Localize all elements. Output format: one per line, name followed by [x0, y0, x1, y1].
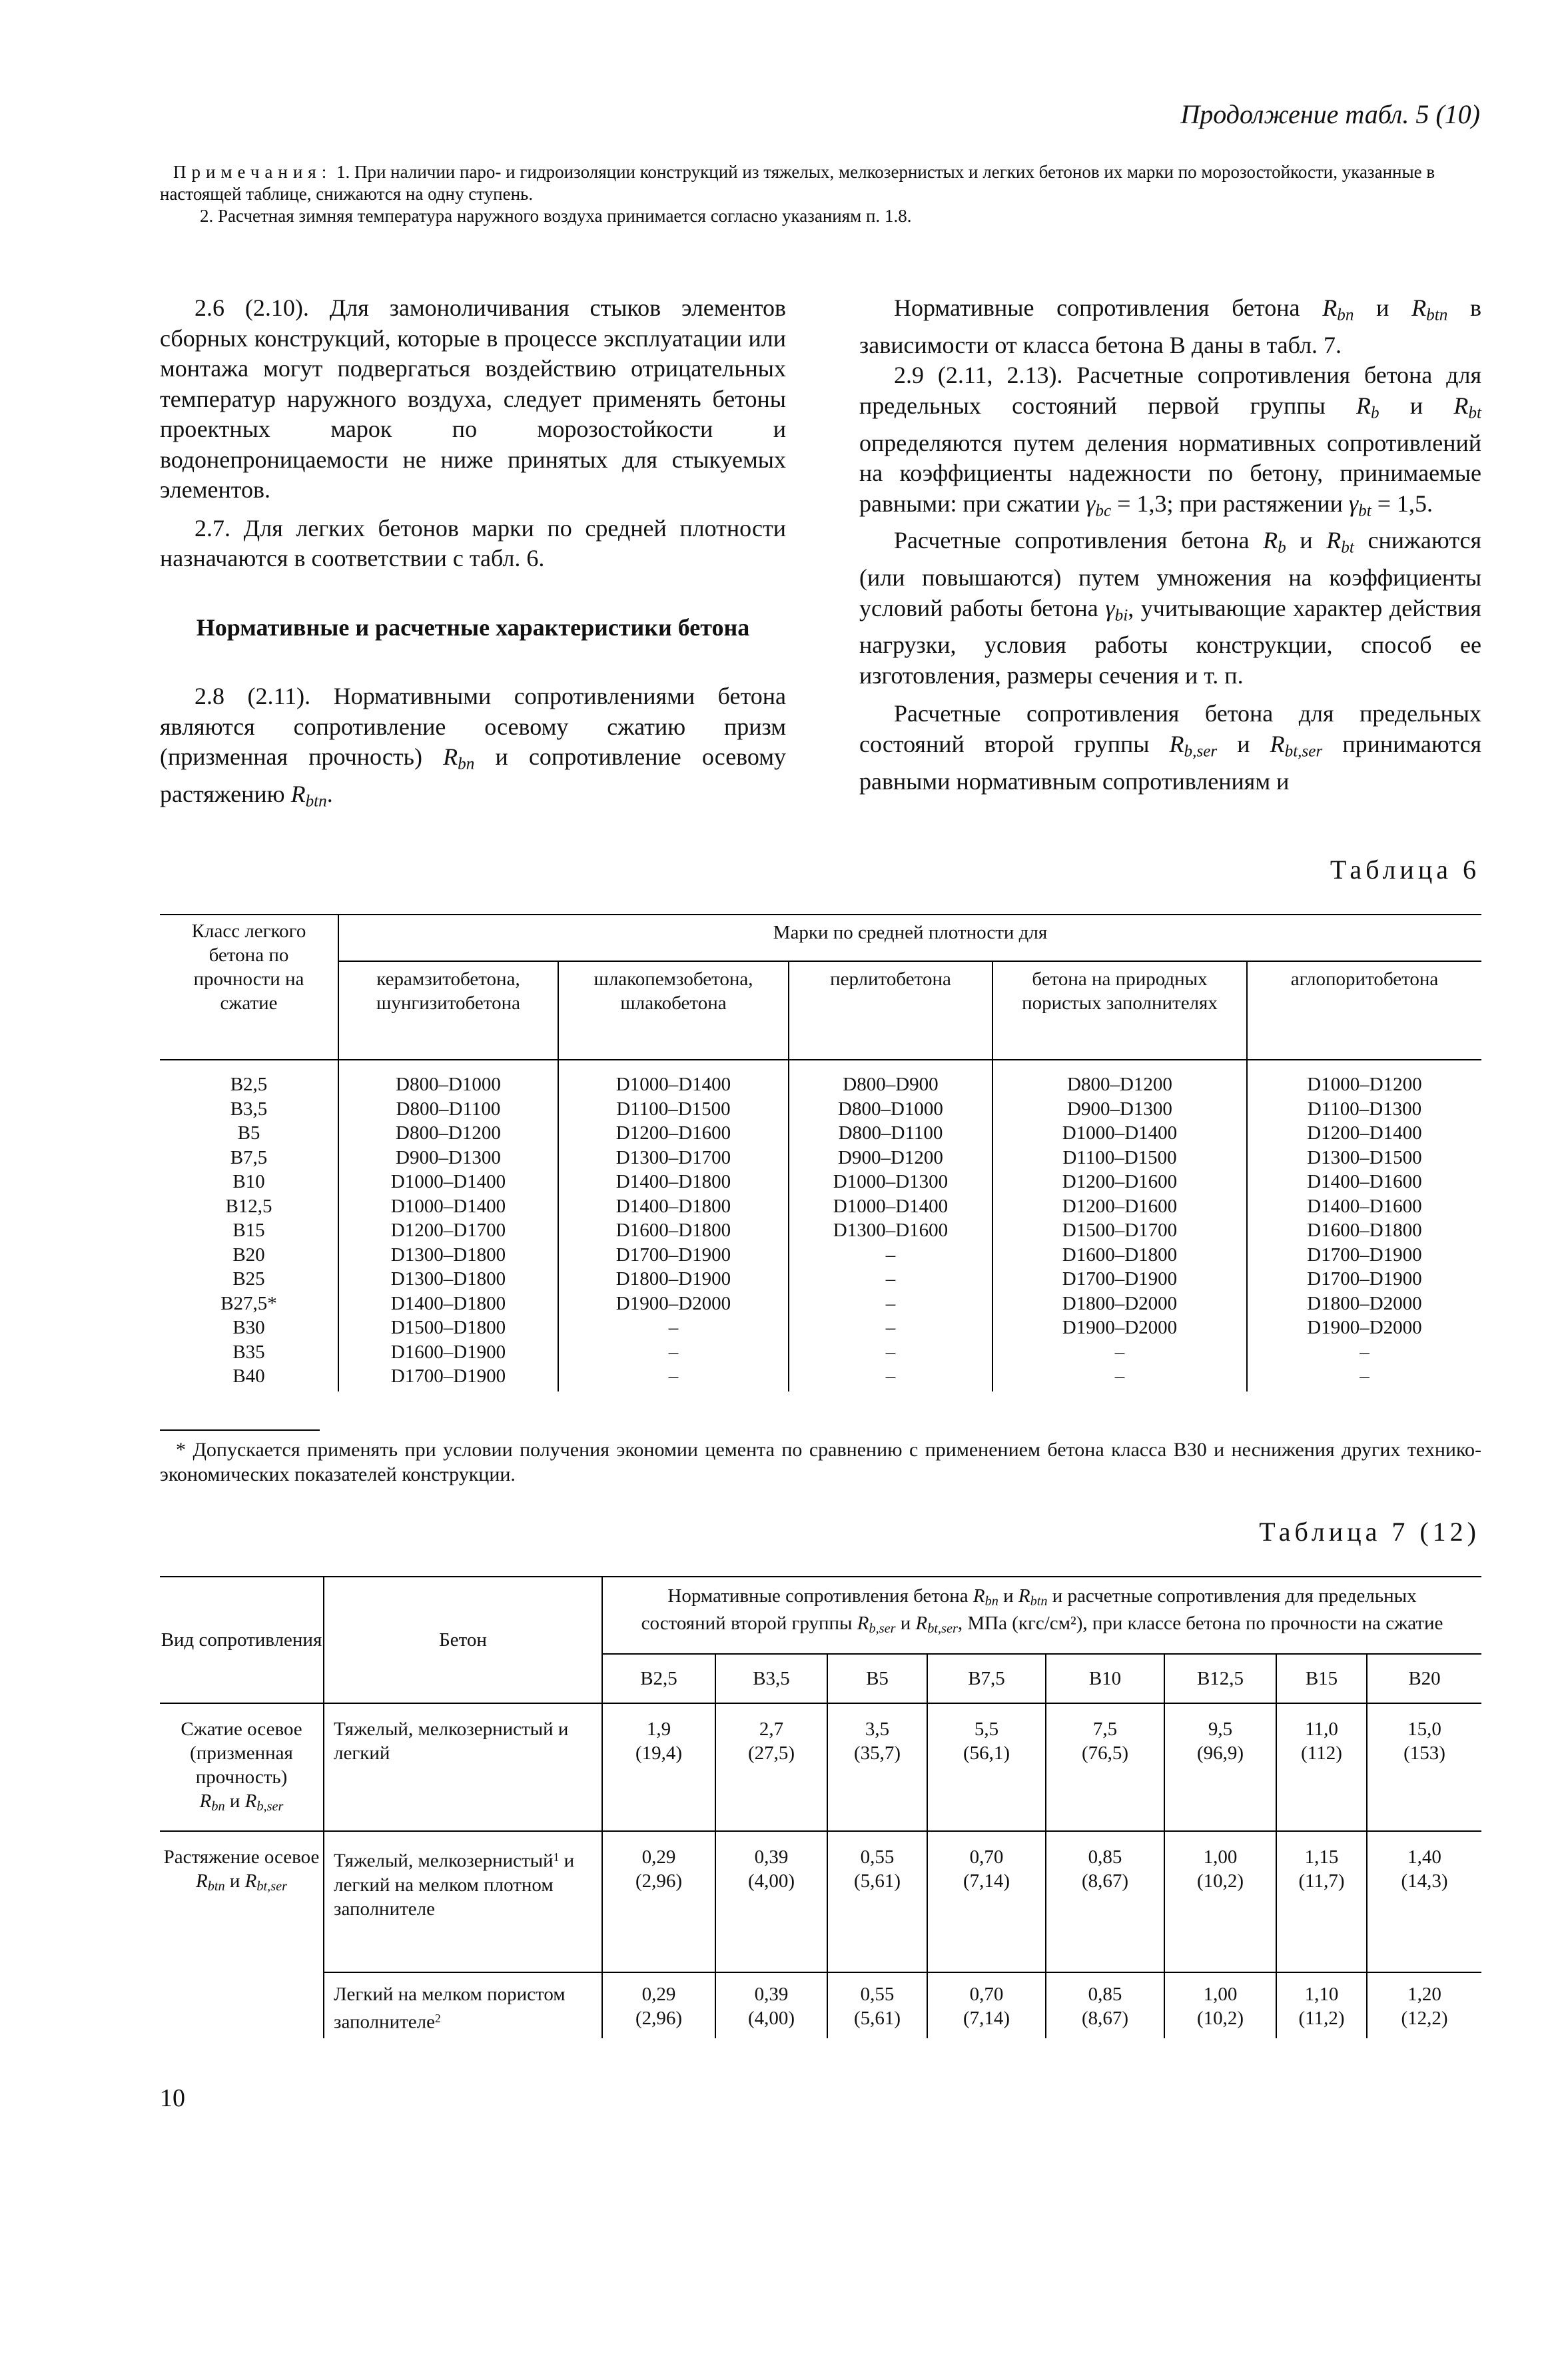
- t7-type-compression: [160, 1703, 324, 1831]
- t6-row: [160, 1097, 1481, 1122]
- footnote-mark: 2: [434, 2012, 441, 2025]
- table7-title: Таблица 7 (12): [1259, 1517, 1480, 1547]
- text: Нормативные сопротивления бетона: [667, 1585, 969, 1607]
- symbol-r: R: [1018, 1585, 1030, 1607]
- t6-class-cell: B12,5: [160, 1194, 338, 1219]
- t7-class-header: B10: [1046, 1654, 1164, 1703]
- symbol-sub: bn: [1337, 306, 1354, 324]
- t7-value-mpa: 15,0: [1407, 1719, 1441, 1740]
- t7-value-mpa: 0,39: [754, 1846, 789, 1868]
- t6-class-cell: B27,5*: [160, 1292, 338, 1316]
- paragraph-design-resist: [859, 526, 1481, 691]
- text: и легкий на мелком плотном заполнителе: [334, 1850, 575, 1920]
- symbol-r: R: [199, 1790, 212, 1812]
- t6-value-cell: D1000–D1400: [338, 1170, 558, 1194]
- symbol-sub: btn: [207, 1879, 225, 1894]
- text: Сжатие осевое (призменная прочность): [181, 1719, 302, 1788]
- t6-row: [160, 1340, 1481, 1365]
- t7-value-mpa: 1,40: [1407, 1846, 1441, 1868]
- t6-value-cell: D1700–D1900: [558, 1243, 789, 1268]
- t7-value-mpa: 0,70: [969, 1984, 1004, 2005]
- t7-value-cell: [1367, 1831, 1481, 1972]
- text: и: [229, 1870, 240, 1892]
- t6-header-col: шлакопемзобетона, шлакобетона: [558, 961, 789, 1060]
- t7-class-header: B3,5: [715, 1654, 827, 1703]
- note-2: 2. Расчетная зимняя температура наружного воздуха принимается согласно указаниям п. 1.8.: [200, 206, 912, 226]
- t7-value-kgs: (7,14): [963, 2008, 1010, 2029]
- t7-value-cell: [602, 1703, 715, 1831]
- t6-value-cell: D800–D1100: [338, 1097, 558, 1122]
- paragraph-second-group: [859, 699, 1481, 797]
- t6-value-cell: –: [789, 1340, 992, 1365]
- symbol-gamma: γ: [1086, 490, 1096, 517]
- text: и: [900, 1613, 911, 1635]
- t6-value-cell: D1400–D1800: [558, 1170, 789, 1194]
- t6-value-cell: –: [558, 1340, 789, 1365]
- t6-value-cell: D1800–D1900: [558, 1267, 789, 1292]
- t7-value-cell: [1367, 1972, 1481, 2038]
- t7-value-cell: [827, 1972, 927, 2038]
- t6-class-cell: B30: [160, 1316, 338, 1340]
- t6-value-cell: –: [789, 1243, 992, 1268]
- t7-concrete: [324, 1831, 602, 1972]
- symbol-r: R: [1263, 527, 1278, 554]
- t7-value-mpa: 11,0: [1305, 1719, 1338, 1740]
- symbol-r: R: [857, 1613, 869, 1635]
- t6-value-cell: D1100–D1500: [558, 1097, 789, 1122]
- t7-value-mpa: 0,55: [860, 1846, 895, 1868]
- t7-value-kgs: (56,1): [963, 1743, 1010, 1764]
- t7-value-mpa: 1,15: [1304, 1846, 1339, 1868]
- t7-value-kgs: (76,5): [1081, 1743, 1129, 1764]
- t7-value-cell: [1164, 1703, 1276, 1831]
- t7-value-mpa: 2,7: [759, 1719, 784, 1740]
- text: Легкий на мелком пористом заполнителе: [334, 1984, 566, 2033]
- p28-text-b: и сопротивление осевому растяжению: [160, 743, 787, 807]
- t6-value-cell: D1300–D1600: [789, 1218, 992, 1243]
- symbol-sub: bt,ser: [1284, 742, 1323, 761]
- symbol-sub: b: [1371, 404, 1379, 422]
- t7-value-kgs: (19,4): [635, 1743, 683, 1764]
- t7-class-header: B5: [827, 1654, 927, 1703]
- t6-header-col: аглопоритобетона: [1247, 961, 1481, 1060]
- text: Растяжение осевое: [163, 1846, 320, 1868]
- t7-value-kgs: (4,00): [747, 1870, 795, 1892]
- t7-value-kgs: (112): [1301, 1743, 1342, 1764]
- symbol-r: R: [1322, 294, 1338, 321]
- t6-value-cell: D1800–D2000: [992, 1292, 1247, 1316]
- section-title: Нормативные и расчетные характеристики бетона: [196, 613, 750, 641]
- t6-row: [160, 1060, 1481, 1097]
- t7-value-kgs: (2,96): [635, 1870, 683, 1892]
- t6-body: [160, 1060, 1481, 1391]
- t7-class-header: B12,5: [1164, 1654, 1276, 1703]
- t7-class-header: B2,5: [602, 1654, 715, 1703]
- text: , МПа (кгс/см²), при классе бетона по прочности на сжатие: [957, 1613, 1443, 1635]
- t6-class-cell: B25: [160, 1267, 338, 1292]
- continuation-header: Продолжение табл. 5 (10): [1180, 99, 1480, 129]
- t6-value-cell: D900–D1300: [992, 1097, 1247, 1122]
- t6-row: [160, 1170, 1481, 1194]
- t7-value-mpa: 0,39: [754, 1984, 789, 2005]
- t6-header-col: керамзитобетона, шунгизитобетона: [338, 961, 558, 1060]
- t6-value-cell: D1500–D1800: [338, 1316, 558, 1340]
- t6-header-group: Марки по средней плотности для: [338, 915, 1481, 961]
- t6-value-cell: D1400–D1600: [1247, 1170, 1481, 1194]
- t6-value-cell: D1100–D1500: [992, 1146, 1247, 1170]
- t6-value-cell: D1200–D1600: [992, 1170, 1247, 1194]
- t7-header-type: Вид сопротивления: [160, 1577, 324, 1703]
- t7-header-group: [602, 1577, 1481, 1654]
- text: Расчетные сопротивления бетона для предельных состояний второй группы: [859, 700, 1481, 757]
- notes-block: [160, 161, 1480, 227]
- symbol-r: R: [1270, 730, 1285, 757]
- symbol-sub: b,ser: [256, 1799, 284, 1814]
- t7-value-cell: [1276, 1703, 1367, 1831]
- t7-value-cell: [1164, 1831, 1276, 1972]
- table-6: [160, 914, 1481, 1391]
- text: и: [1003, 1585, 1014, 1607]
- symbol-sub: bt: [1341, 538, 1354, 557]
- p29-number: 2.9 (2.11, 2.13).: [894, 362, 1063, 389]
- t7-value-cell: [827, 1831, 927, 1972]
- t6-value-cell: D1000–D1200: [1247, 1060, 1481, 1097]
- paragraph-2-7: [160, 514, 786, 574]
- symbol-r: R: [443, 743, 458, 770]
- t6-value-cell: D1400–D1800: [558, 1194, 789, 1219]
- t7-value-cell: [715, 1831, 827, 1972]
- t6-value-cell: D1900–D2000: [992, 1316, 1247, 1340]
- t6-value-cell: D1600–D1800: [558, 1218, 789, 1243]
- paragraph-2-8: 2.8 (2.11). Нормативными сопротивлениями бетона являются сопротивление осевому сжатию призм (призменная прочность) Rbn и сопротивление осевому растяжению Rbtn.: [160, 683, 787, 811]
- t7-value-cell: [927, 1703, 1046, 1831]
- footnote-mark: 1: [553, 1850, 560, 1864]
- p28-text-a: Нормативными сопротивлениями бетона являются сопротивление осевому сжатию призм (призменная прочность): [160, 683, 786, 770]
- t6-value-cell: –: [992, 1364, 1247, 1391]
- t6-value-cell: D900–D1200: [789, 1146, 992, 1170]
- t6-class-cell: B10: [160, 1170, 338, 1194]
- symbol-gamma: γ: [1105, 594, 1115, 621]
- t6-value-cell: D1200–D1600: [558, 1121, 789, 1146]
- t6-value-cell: D1300–D1700: [558, 1146, 789, 1170]
- text: и: [1237, 730, 1250, 757]
- t6-value-cell: D1800–D2000: [1247, 1292, 1481, 1316]
- t7-class-header: B7,5: [927, 1654, 1046, 1703]
- t6-value-cell: –: [789, 1267, 992, 1292]
- t6-value-cell: D1300–D1500: [1247, 1146, 1481, 1170]
- t7-value-mpa: 0,29: [641, 1984, 676, 2005]
- t6-value-cell: D1000–D1400: [789, 1194, 992, 1219]
- t6-footnote: * Допускается применять при условии получения экономии цемента по сравнению с применением бетона класса В30 и неснижения других технико-экономических показателей конструкции.: [160, 1439, 1481, 1485]
- t7-value-mpa: 5,5: [974, 1719, 999, 1740]
- t6-value-cell: –: [1247, 1364, 1481, 1391]
- t6-value-cell: –: [992, 1340, 1247, 1365]
- t6-row: [160, 1364, 1481, 1391]
- text: принимаются равными нормативным сопротивлениям и: [859, 730, 1482, 795]
- t6-value-cell: D1500–D1700: [992, 1218, 1247, 1243]
- t6-value-cell: –: [789, 1292, 992, 1316]
- t7-value-kgs: (12,2): [1401, 2008, 1448, 2029]
- t6-value-cell: –: [558, 1316, 789, 1340]
- symbol-sub: bn: [984, 1594, 998, 1609]
- symbol-r: R: [1453, 392, 1469, 419]
- t6-value-cell: D1700–D1900: [992, 1267, 1247, 1292]
- t6-value-cell: D1200–D1700: [338, 1218, 558, 1243]
- t7-value-cell: [927, 1831, 1046, 1972]
- t7-class-header: B15: [1276, 1654, 1367, 1703]
- t6-class-cell: B2,5: [160, 1060, 338, 1097]
- t6-class-cell: B15: [160, 1218, 338, 1243]
- symbol-sub: btn: [1030, 1594, 1048, 1609]
- symbol-sub: bi: [1114, 605, 1128, 624]
- right-column: [859, 293, 1481, 797]
- t7-value-mpa: 0,29: [641, 1846, 676, 1868]
- t6-value-cell: –: [789, 1316, 992, 1340]
- t7-type-tension: [160, 1831, 324, 2038]
- t6-value-cell: D800–D1200: [338, 1121, 558, 1146]
- t7-value-mpa: 0,85: [1088, 1846, 1122, 1868]
- t7-value-mpa: 1,9: [646, 1719, 671, 1740]
- symbol-sub: bt: [1468, 404, 1481, 422]
- note-1: 1. При наличии паро- и гидроизоляции конструкций из тяжелых, мелкозернистых и легких бетонов их марки по морозостойкости, указанные в настоящей таблице, снижаются на одну ступень.: [160, 162, 1435, 204]
- t6-value-cell: D1200–D1400: [1247, 1121, 1481, 1146]
- t6-value-cell: D1300–D1800: [338, 1267, 558, 1292]
- symbol-r: R: [244, 1790, 257, 1812]
- t7-value-mpa: 0,55: [860, 1984, 895, 2005]
- t7-value-cell: [1046, 1703, 1164, 1831]
- t7-value-mpa: 1,20: [1407, 1984, 1441, 2005]
- symbol-sub: btn: [1426, 306, 1448, 324]
- t6-value-cell: D1900–D2000: [1247, 1316, 1481, 1340]
- t7-value-kgs: (35,7): [853, 1743, 901, 1764]
- t7-value-mpa: 3,5: [865, 1719, 890, 1740]
- t7-value-cell: [602, 1831, 715, 1972]
- t6-value-cell: D1700–D1900: [338, 1364, 558, 1391]
- t6-value-cell: D900–D1300: [338, 1146, 558, 1170]
- text: и: [1376, 294, 1389, 321]
- t7-value-kgs: (10,2): [1196, 1870, 1244, 1892]
- symbol-r: R: [195, 1870, 208, 1892]
- t6-row: [160, 1267, 1481, 1292]
- t6-value-cell: –: [789, 1364, 992, 1391]
- symbol-sub: btn: [305, 792, 327, 811]
- t7-value-cell: [1276, 1831, 1367, 1972]
- t7-value-mpa: 9,5: [1208, 1719, 1233, 1740]
- t6-header-col: перлитобетона: [789, 961, 992, 1060]
- text: в зависимости от класса бетона В даны в табл. 7.: [859, 294, 1482, 358]
- t6-value-cell: D800–D1000: [338, 1060, 558, 1097]
- t6-value-cell: D1000–D1400: [338, 1194, 558, 1219]
- t6-value-cell: D1300–D1800: [338, 1243, 558, 1268]
- t7-value-kgs: (10,2): [1196, 2008, 1244, 2029]
- t6-value-cell: D1600–D1800: [992, 1243, 1247, 1268]
- t6-footnote-rule: [160, 1429, 320, 1431]
- symbol-r: R: [1411, 294, 1427, 321]
- t6-row: [160, 1121, 1481, 1146]
- text: = 1,3; при растяжении: [1117, 490, 1343, 517]
- t7-value-kgs: (7,14): [963, 1870, 1010, 1892]
- p26-text: Для замоноличивания стыков элементов сборных конструкций, которые в процессе эксплуатации или монтажа могут подвергаться воздействию отрицательных температур наружного воздуха, следует применять бетоны проектных марок по морозостойкости и водонепроницаемости не ниже принятых для стыкуемых элементов.: [160, 294, 786, 503]
- t7-value-mpa: 1,00: [1203, 1846, 1238, 1868]
- t7-value-kgs: (96,9): [1196, 1743, 1244, 1764]
- notes-label: Примечания:: [173, 162, 332, 182]
- text: определяются путем деления нормативных сопротивлений на коэффициенты надежности по бетону, принимаемые равными: при сжатии: [859, 429, 1481, 517]
- t6-row: [160, 1316, 1481, 1340]
- t6-value-cell: D800–D900: [789, 1060, 992, 1097]
- text: и: [1300, 527, 1313, 554]
- t7-value-cell: [715, 1972, 827, 2038]
- t7-value-kgs: (8,67): [1081, 1870, 1129, 1892]
- t6-row: [160, 1218, 1481, 1243]
- t6-value-cell: –: [1247, 1340, 1481, 1365]
- text: и: [1409, 392, 1423, 419]
- text: = 1,5.: [1377, 490, 1433, 517]
- t6-header-col: бетона на природных пористых заполнителях: [992, 961, 1247, 1060]
- t6-value-cell: D800–D1100: [789, 1121, 992, 1146]
- symbol-sub: bn: [211, 1799, 225, 1814]
- t6-class-cell: B20: [160, 1243, 338, 1268]
- p27-number: 2.7.: [195, 514, 230, 542]
- t7-value-kgs: (5,61): [853, 1870, 901, 1892]
- t7-value-cell: [827, 1703, 927, 1831]
- t6-value-cell: D1000–D1400: [992, 1121, 1247, 1146]
- t6-class-cell: B5: [160, 1121, 338, 1146]
- symbol-r: R: [1169, 730, 1184, 757]
- t6-value-cell: D1700–D1900: [1247, 1267, 1481, 1292]
- p28-number: 2.8 (2.11).: [195, 683, 311, 709]
- t7-value-cell: [1046, 1972, 1164, 2038]
- t6-value-cell: D800–D1200: [992, 1060, 1247, 1097]
- t6-value-cell: D1600–D1800: [1247, 1218, 1481, 1243]
- t6-class-cell: B7,5: [160, 1146, 338, 1170]
- text: снижаются (или повышаются) путем умножения на коэффициенты условий работы бетона: [859, 527, 1482, 621]
- symbol-sub: bt,ser: [927, 1621, 958, 1637]
- t6-class-cell: B3,5: [160, 1097, 338, 1122]
- paragraph-2-9: [859, 360, 1481, 526]
- t6-value-cell: D1400–D1600: [1247, 1194, 1481, 1219]
- t7-class-header: B20: [1367, 1654, 1481, 1703]
- t6-value-cell: D800–D1000: [789, 1097, 992, 1122]
- t7-value-cell: [1367, 1703, 1481, 1831]
- left-column: [160, 293, 786, 817]
- t7-value-kgs: (8,67): [1081, 2008, 1129, 2029]
- t7-value-cell: [602, 1972, 715, 2038]
- t7-value-mpa: 0,70: [969, 1846, 1004, 1868]
- t6-value-cell: D1200–D1600: [992, 1194, 1247, 1219]
- paragraph-2-6: [160, 293, 786, 506]
- t7-value-cell: [1164, 1972, 1276, 2038]
- t7-value-kgs: (11,7): [1298, 1870, 1345, 1892]
- t7-value-kgs: (5,61): [853, 2008, 901, 2029]
- t7-value-kgs: (14,3): [1401, 1870, 1448, 1892]
- t7-value-cell: [1046, 1831, 1164, 1972]
- symbol-sub: b,ser: [1184, 742, 1218, 761]
- p26-number: 2.6 (2.10).: [195, 294, 309, 321]
- t7-value-kgs: (2,96): [635, 2008, 683, 2029]
- t6-value-cell: D1700–D1900: [1247, 1243, 1481, 1268]
- t7-concrete: [324, 1972, 602, 2038]
- t6-value-cell: D1600–D1900: [338, 1340, 558, 1365]
- t6-value-cell: D1100–D1300: [1247, 1097, 1481, 1122]
- t6-value-cell: D1900–D2000: [558, 1292, 789, 1316]
- t7-value-kgs: (153): [1403, 1743, 1445, 1764]
- text: Расчетные сопротивления бетона для предельных состояний первой группы: [859, 362, 1482, 419]
- text: Расчетные сопротивления бетона: [894, 527, 1250, 554]
- text: , учитывающие характер действия нагрузки, условия работы конструкции, способ ее изготовления, размеры сечения и т. п.: [859, 594, 1481, 689]
- symbol-r: R: [1326, 527, 1342, 554]
- t7-value-mpa: 0,85: [1088, 1984, 1122, 2005]
- t6-value-cell: D1400–D1800: [338, 1292, 558, 1316]
- symbol-r: R: [290, 780, 306, 807]
- symbol-sub: bc: [1095, 501, 1112, 520]
- t7-value-kgs: (27,5): [747, 1743, 795, 1764]
- symbol-r: R: [973, 1585, 985, 1607]
- t6-row: [160, 1292, 1481, 1316]
- t6-value-cell: D1000–D1400: [558, 1060, 789, 1097]
- t7-value-kgs: (4,00): [747, 2008, 795, 2029]
- t6-class-cell: B35: [160, 1340, 338, 1365]
- t7-value-mpa: 1,10: [1304, 1984, 1339, 2005]
- t7-header-concrete: Бетон: [324, 1577, 602, 1703]
- t6-value-cell: –: [558, 1364, 789, 1391]
- text: и: [229, 1790, 240, 1812]
- paragraph-norm-resist: [859, 293, 1481, 360]
- table-7: [160, 1576, 1481, 2038]
- text: Тяжелый, мелкозернистый: [334, 1850, 554, 1872]
- t6-value-cell: D1000–D1300: [789, 1170, 992, 1194]
- t7-value-mpa: 1,00: [1203, 1984, 1238, 2005]
- t7-value-kgs: (11,2): [1298, 2008, 1345, 2029]
- t7-concrete: Тяжелый, мелкозернистый и легкий: [324, 1703, 602, 1831]
- t6-row: [160, 1194, 1481, 1219]
- t7-value-cell: [927, 1972, 1046, 2038]
- symbol-r: R: [1356, 392, 1372, 419]
- symbol-sub: b: [1278, 538, 1286, 557]
- t6-header-class: Класс легкого бетона по прочности на сжатие: [160, 915, 338, 1060]
- symbol-sub: bt: [1358, 501, 1372, 520]
- symbol-r: R: [244, 1870, 257, 1892]
- text: и расчетные сопротивления для предельных состояний второй группы: [641, 1585, 1417, 1635]
- t7-value-cell: [1276, 1972, 1367, 2038]
- symbol-sub: bn: [458, 755, 475, 773]
- symbol-sub: bt,ser: [256, 1879, 288, 1894]
- symbol-sub: b,ser: [869, 1621, 896, 1637]
- t7-value-cell: [715, 1703, 827, 1831]
- text: Нормативные сопротивления бетона: [894, 294, 1300, 321]
- p27-text: Для легких бетонов марки по средней плотности назначаются в соответствии с табл. 6.: [160, 514, 787, 572]
- t6-row: [160, 1146, 1481, 1170]
- symbol-gamma: γ: [1348, 490, 1359, 517]
- symbol-r: R: [915, 1613, 928, 1635]
- table6-title: Таблица 6: [1330, 855, 1480, 885]
- t6-class-cell: B40: [160, 1364, 338, 1391]
- t7-value-mpa: 7,5: [1092, 1719, 1118, 1740]
- page-number: 10: [160, 2084, 185, 2112]
- t6-row: [160, 1243, 1481, 1268]
